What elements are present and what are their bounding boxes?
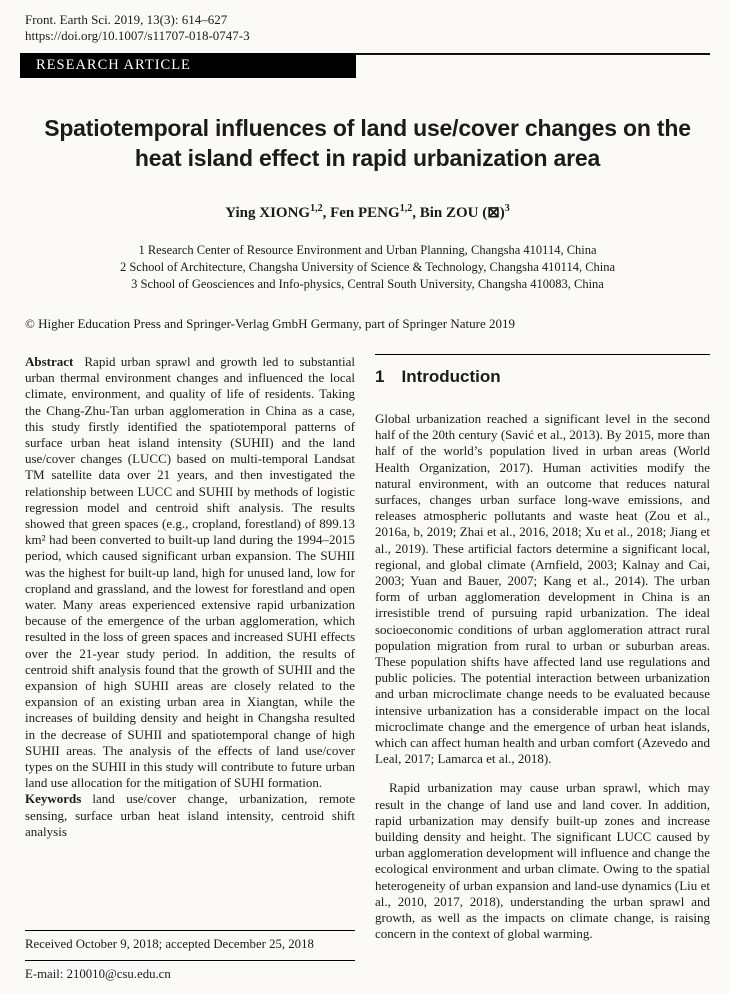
received-dates: Received October 9, 2018; accepted December 25, 2018 — [25, 937, 314, 951]
header-rule — [356, 53, 710, 55]
abstract-text: Rapid urban sprawl and growth led to substantial urban thermal environment changes and influenced the local climate, environment, and quality of life of residents. Taking the Chang-Zhu-Tan urban agglomeration in China as a case, this study firstly identified the spatiotemporal patterns of surface urban heat island intensity (SUHII) and the land use/cover changes (LUCC) based on multi-temporal Landsat TM satellite data over 21 years, and then investigated the relationship between LUCC and SUHII by methods of logistic regression model and centroid shift analysis. The results showed that green spaces (e.g., cropland, forestland) of 899.13 km² had been converted to built-up land during the 1994–2015 period, which caused significant urban expansion. The SUHII was the highest for built-up land, high for unused land, low for cropland and grassland, and the lowest for forestland and open water. Many areas experienced extensive rapid urbanization because of the emergence of the urban agglomeration, which resulted in the loss of green spaces and increased SUHI effects over the 21-year study period. In addition, the results of centroid shift analysis found that the growth of SUHII and the expansion of high SUHII areas are closely related to the expansion of an existing urban area in Xiangtan, while the increases of building density and height in Changsha resulted in the decrease of SUHII and spatiotemporal change of high SUHII areas. The analysis of the effects of land use/cover types on the SUHII in this study will contribute to future urban land use allocation for the mitigation of SUHI formation. — [25, 354, 355, 791]
right-column — [375, 354, 710, 990]
affiliation-2: 2 School of Architecture, Changsha University of Science & Technology, Changsha 410114, China — [119, 260, 616, 274]
author-3-name: Bin ZOU — [419, 205, 479, 221]
paper-title: Spatiotemporal influences of land use/cover changes on the heat island effect in rapid urbanization area — [44, 115, 691, 171]
keywords-label: Keywords — [25, 791, 82, 807]
left-column — [25, 354, 355, 990]
abstract-paragraph — [25, 354, 355, 791]
section-rule — [375, 354, 710, 355]
section-title: Introduction — [401, 367, 501, 386]
article-type-badge: RESEARCH ARTICLE — [20, 53, 356, 78]
keywords-paragraph — [25, 791, 355, 840]
author-2-affiliation-sup: 1,2 — [399, 203, 413, 214]
author-3-affiliation-sup: 3 — [504, 203, 510, 214]
author-2-name: Fen PENG — [330, 205, 400, 221]
journal-citation: Front. Earth Sci. 2019, 13(3): 614–627 — [25, 12, 228, 27]
abstract-label: Abstract — [25, 354, 74, 369]
footnote-rule — [25, 960, 355, 961]
author-1-name: Ying XIONG — [225, 205, 311, 221]
section-heading-introduction — [375, 367, 710, 387]
author-separator: , — [322, 205, 331, 221]
intro-paragraph-2: Rapid urbanization may cause urban sprawl, which may result in the change of land use and land cover. In addition, rapid urbanization may densify built-up zones and increase building density and height. The significant LUCC caused by urban agglomeration development will influence and change the ecological environment and urban climate. Owing to the spatial heterogeneity of urban expansion and land-use dynamics (Liu et al., 2010, 2017, 2018), understanding the urban sprawl and growth, as well as the impacts on climate change, is raising concern in the context of global warming. — [375, 780, 710, 942]
section-number: 1 — [375, 367, 385, 386]
footnote-rule — [25, 930, 355, 931]
author-1-affiliation-sup: 1,2 — [310, 203, 323, 214]
affiliation-3: 3 School of Geosciences and Info-physics, Central South University, Changsha 410083, China — [131, 277, 604, 291]
keywords-text: land use/cover change, urbanization, remote sensing, surface urban heat island intensity, centroid shift analysis — [25, 791, 355, 839]
copyright-notice: © Higher Education Press and Springer-Verlag GmbH Germany, part of Springer Nature 2019 — [25, 316, 516, 331]
footnote-block — [25, 930, 355, 990]
affiliations-list — [25, 242, 710, 293]
author-2 — [330, 205, 420, 221]
author-3 — [420, 205, 510, 221]
two-column-body — [25, 354, 710, 990]
journal-header — [25, 12, 710, 44]
intro-paragraph-1: Global urbanization reached a significant level in the second half of the 20th century (Savić et al., 2013). By 2015, more than half of the world’s population lived in urban areas (World Health Organization, 2017). Human activities modify the natural environment, with an outcome that reduces natural surfaces, changes urban surface long-wave emissions, and releases atmospheric pollutants and waste heat (Zou et al., 2016a, b, 2019; Zhai et al., 2016, 2018; Xu et al., 2018; Jiang et al., 2019). These artificial factors determine a significant local, regional, and global climate (Arnfield, 2003; Kalnay and Cai, 2003; Yuan and Bauer, 2007; Kang et al., 2014). The urban form of urban agglomeration development in China is an irresistible trend of pursuing rapid urbanization. The ideal socioeconomic conditions of urban agglomeration attract rural population migration from rural to urban or suburban areas. These population shifts have affected land use regulations and public policies. The potential interaction between urbanization and urban microclimate change needs to be evaluated because intensive urbanization has a considerable impact on the local microclimate change and the emergence of urban heat islands, which can affect human health and urban comfort (Azevedo and Leal, 2017; Lamarca et al., 2018). — [375, 411, 710, 767]
author-separator: , — [412, 205, 420, 221]
envelope-icon: (⊠) — [482, 205, 505, 221]
corresponding-email: E-mail: 210010@csu.edu.cn — [25, 967, 171, 981]
affiliation-1: 1 Research Center of Resource Environment and Urban Planning, Changsha 410114, China — [138, 243, 597, 257]
doi-link: https://doi.org/10.1007/s11707-018-0747-3 — [25, 28, 250, 43]
author-1 — [225, 205, 330, 221]
article-type-row — [25, 53, 710, 78]
author-byline — [25, 204, 710, 223]
